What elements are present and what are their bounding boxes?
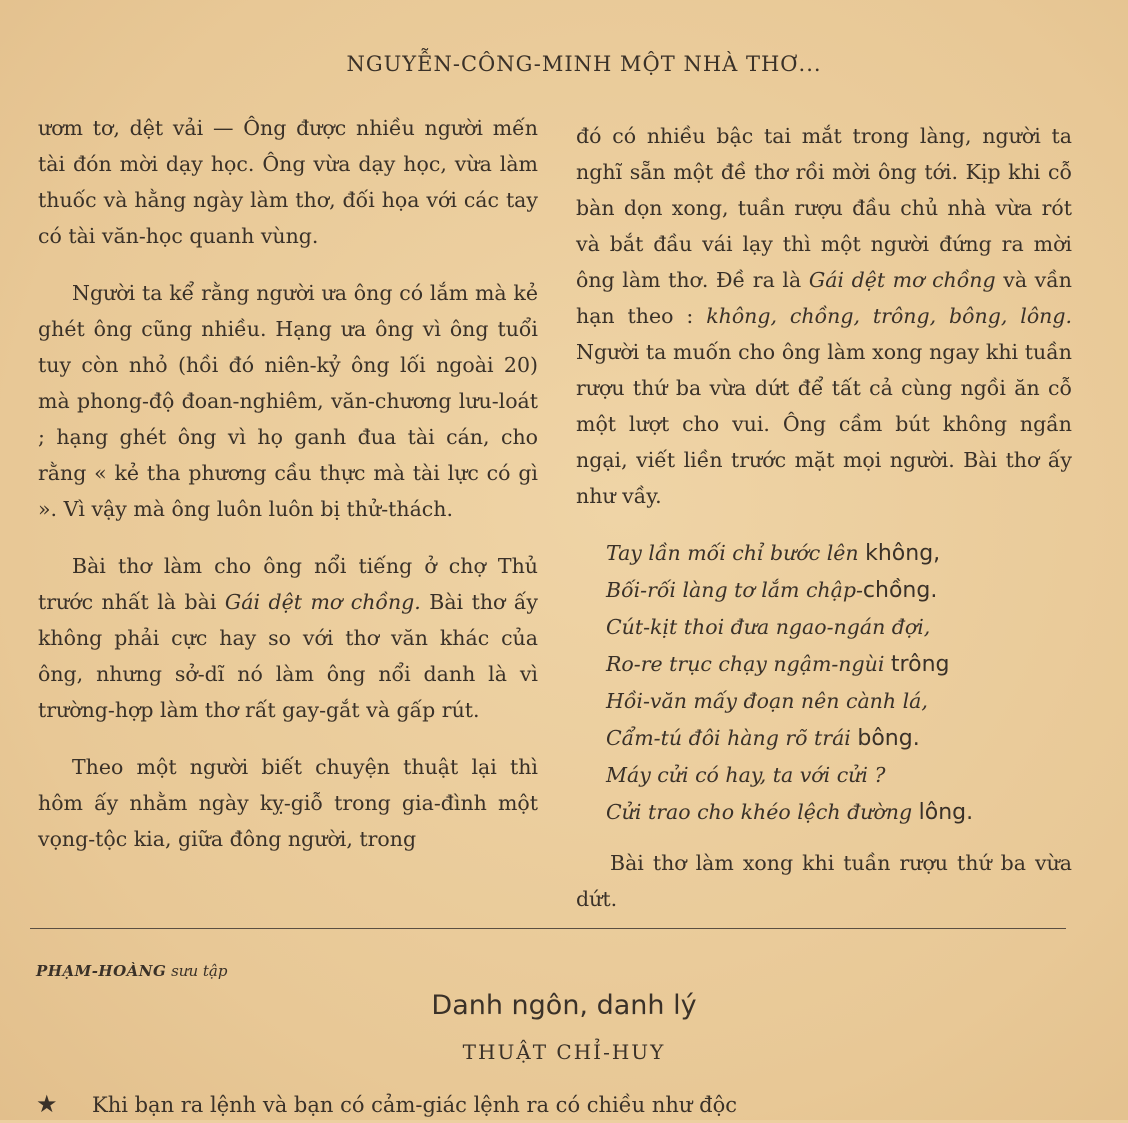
poem-line: Ro-re trục chạy ngậm-ngùi trông (606, 652, 950, 677)
paragraph: Bài thơ làm cho ông nổi tiếng ở chợ Thủ trước nhất là bài Gái dệt mơ chồng. Bài thơ ấy không phải cực hay so với thơ văn khác của ông, nhưng sở-dĩ nó làm ông nổi danh là vì trường-hợp làm thơ rất gay-gắt và gấp rút. (38, 554, 538, 722)
quote-line: ★ Khi bạn ra lệnh và bạn có cảm-giác lệnh ra có chiều như độc (36, 1086, 1096, 1123)
poem-line: Cẩm-tú đôi hàng rõ trái bông. (606, 726, 920, 751)
running-title: NGUYỄN-CÔNG-MINH MỘT NHÀ THƠ... (346, 52, 822, 76)
poem-line: Cửi trao cho khéo lệch đường lông. (606, 800, 974, 825)
section-divider (30, 928, 1066, 929)
star-icon: ★ (36, 1090, 58, 1118)
poem-line: Máy cửi có hay, ta với cửi ? (606, 763, 886, 787)
compiler-credit: PHẠM-HOÀNG sưu tập (36, 962, 228, 980)
left-column (38, 110, 538, 857)
poem-line: Tay lần mối chỉ bước lên không, (606, 541, 941, 566)
poem-line: Bối-rối làng tơ lắm chập-chồng. (606, 578, 938, 603)
paragraph: Bài thơ làm xong khi tuần rượu thứ ba vừa dứt. (576, 851, 1072, 911)
paragraph: Theo một người biết chuyện thuật lại thì hôm ấy nhằm ngày kỵ-giỗ trong gia-đình một vọng-tộc kia, giữa đông người, trong (38, 755, 538, 851)
poem-title: Gái dệt mơ chồng. (224, 590, 421, 614)
paragraph: Người ta kể rằng người ưa ông có lắm mà kẻ ghét ông cũng nhiều. Hạng ưa ông vì ông tuổi tuy còn nhỏ (hồi đó niên-kỷ ông lối ngoài 20) mà phong-độ đoan-nghiêm, văn-chương lưu-loát ; hạng ghét ông vì họ ganh đua tài cán, cho rằng « kẻ tha phương cầu thực mà tài lực có gì ». Vì vậy mà ông luôn luôn bị thử-thách. (38, 281, 538, 521)
right-column (576, 118, 1072, 917)
poem-line: Hồi-văn mấy đoạn nên cành lá, (606, 689, 928, 713)
poem-line: Cút-kịt thoi đưa ngao-ngán đợi, (606, 615, 931, 639)
paragraph: ươm tơ, dệt vải — Ông được nhiều người mến tài đón mời dạy học. Ông vừa dạy học, vừa làm thuốc và hằng ngày làm thơ, đối họa với các tay có tài văn-học quanh vùng. (38, 116, 538, 248)
poem (606, 535, 1072, 831)
article-title: Danh ngôn, danh lý (431, 990, 697, 1021)
paragraph: đó có nhiều bậc tai mắt trong làng, người ta nghĩ sẵn một đề thơ rồi mời ông tới. Kịp khi cỗ bàn dọn xong, tuần rượu đầu chủ nhà vừa rót và bắt đầu vái lạy thì một người đứng ra mời ông làm thơ. Đề ra là Gái dệt mơ chồng và vần hạn theo : không, chồng, trông, bông, lông. Người ta muốn cho ông làm xong ngay khi tuần rượu thứ ba vừa dứt để tất cả cùng ngồi ăn cỗ một lượt cho vui. Ông cầm bút không ngần ngại, viết liền trước mặt mọi người. Bài thơ ấy như vầy. (576, 124, 1073, 508)
article-subtitle: THUẬT CHỈ-HUY (462, 1040, 666, 1064)
